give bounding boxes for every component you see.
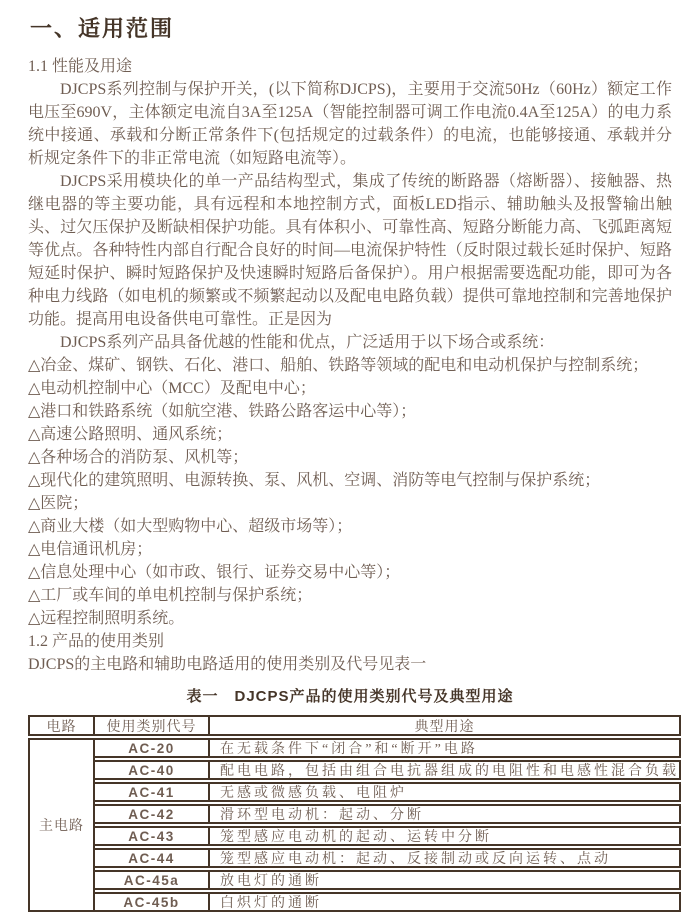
section-title: 一、适用范围 (30, 16, 175, 41)
usage-code-cell: AC-42 (95, 804, 210, 824)
subsection-1-1-heading: 1.1 性能及用途 (28, 58, 133, 75)
usage-code-cell: AC-20 (95, 738, 210, 758)
application-item: △现代化的建筑照明、电源转换、泵、风机、空调、消防等电气控制与保护系统； (28, 472, 601, 489)
typical-use-cell: 无感或微感负载、电阻炉 (210, 782, 681, 802)
typical-use-cell: 笼型感应电动机的起动、运转中分断 (210, 826, 681, 846)
document-body (28, 55, 672, 676)
usage-code-cell: AC-40 (95, 760, 210, 780)
typical-use-cell: 在无载条件下“闭合”和“断开”电路 (210, 738, 681, 758)
application-item: △信息处理中心（如市政、银行、证券交易中心等）； (28, 564, 401, 581)
usage-code-cell: AC-45a (95, 870, 210, 890)
subsection-1-2-heading: 1.2 产品的使用类别 (28, 633, 165, 650)
application-list (28, 354, 672, 630)
typical-use-cell: 配电电路，包括由组合电抗器组成的电阻性和电感性混合负载 (210, 760, 681, 780)
application-item: △冶金、煤矿、钢铁、石化、港口、船舶、铁路等领域的配电和电动机保护与控制系统； (28, 357, 649, 374)
usage-category-table (28, 715, 679, 912)
application-item: △远程控制照明系统。 (28, 610, 185, 627)
typical-use-cell: 放电灯的通断 (210, 870, 681, 890)
application-item: △高速公路照明、通风系统； (28, 426, 233, 443)
typical-use-cell: 滑环型电动机：起动、分断 (210, 804, 681, 824)
application-item: △电信通讯机房； (28, 541, 153, 558)
application-item: △港口和铁路系统（如航空港、铁路公路客运中心等）； (28, 403, 417, 420)
circuit-group-cell: 主电路 (28, 738, 95, 912)
paragraph-applications-intro: DJCPS系列产品具备优越的性能和优点，广泛适用于以下场合或系统： (60, 334, 555, 351)
typical-use-cell: 白炽灯的通断 (210, 892, 681, 912)
usage-code-cell: AC-43 (95, 826, 210, 846)
usage-code-cell: AC-44 (95, 848, 210, 868)
typical-use-cell: 笼型感应电动机：起动、反接制动或反向运转、点动 (210, 848, 681, 868)
paragraph-modular-design: DJCPS采用模块化的单一产品结构型式，集成了传统的断路器（熔断器）、接触器、热继电器的等主要功能，具有远程和本地控制方式，面板LED指示、辅助触头及报警输出触头、过欠压保护及断缺相保护功能。具有体积小、可靠性高、短路分断能力高、飞弧距离短等优点。各种特性内部自行配合良好的时间—电流保护特性（反时限过载长延时保护、短路短延时保护、瞬时短路保护及快速瞬时短路后备保护）。用户根据需要选配功能，即可为各种电力线路（如电机的频繁或不频繁起动以及配电电路负载）提供可靠地控制和完善地保护功能。提高用电设备供电可靠性。正是因为 (28, 173, 672, 328)
application-item: △电动机控制中心（MCC）及配电中心； (28, 380, 316, 397)
application-item: △工厂或车间的单电机控制与保护系统； (28, 587, 313, 604)
table-caption: 表一 DJCPS产品的使用类别代号及典型用途 (186, 688, 514, 705)
table-header-circuit: 电路 (28, 715, 95, 736)
application-item: △商业大楼（如大型购物中心、超级市场等）； (28, 518, 353, 535)
application-item: △医院； (28, 495, 89, 512)
paragraph-performance: DJCPS系列控制与保护开关，(以下简称DJCPS)，主要用于交流50Hz（60Hz）额定工作电压至690V，主体额定电流自3A至125A（智能控制器可调工作电流0.4A至125A）的电力系统中接通、承载和分断正常条件下(包括规定的过载条件）的电流，也能够接通、承载并分析规定条件下的非正常电流（如短路电流等）。 (28, 81, 672, 167)
application-item: △各种场合的消防泵、风机等； (28, 449, 249, 466)
usage-code-cell: AC-45b (95, 892, 210, 912)
table-header-typical-use: 典型用途 (210, 715, 681, 736)
usage-category-intro: DJCPS的主电路和辅助电路适用的使用类别及代号见表一 (28, 656, 427, 673)
usage-code-cell: AC-41 (95, 782, 210, 802)
table-header-category-code: 使用类别代号 (95, 715, 210, 736)
